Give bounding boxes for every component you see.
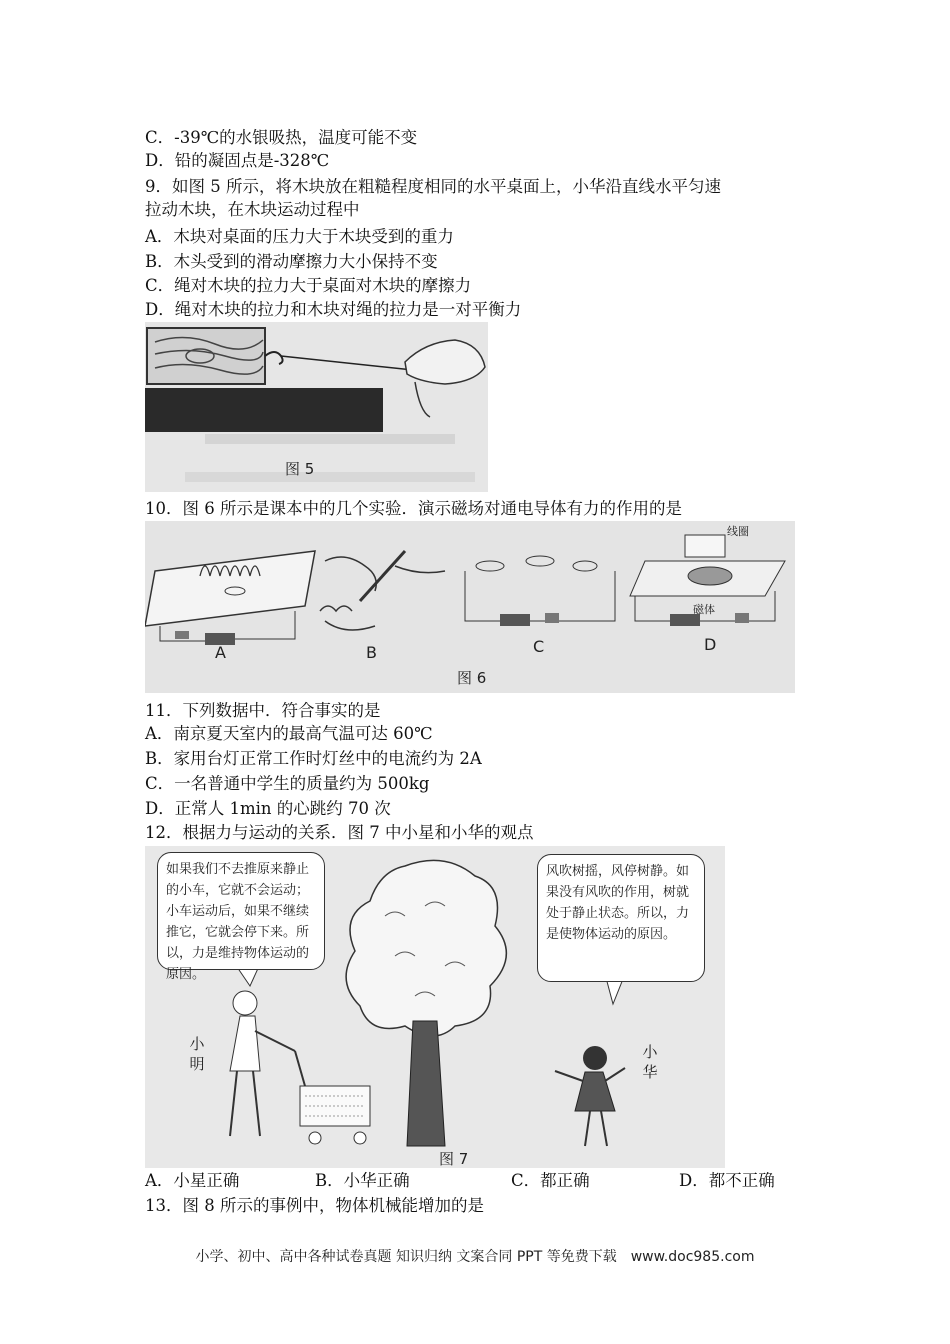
figure-6-caption: 图 6 <box>457 669 487 687</box>
wood-block-illustration <box>145 322 488 492</box>
q9-option-a: A．木块对桌面的压力大于木块受到的重力 <box>145 227 454 246</box>
q11-option-c: C．一名普通中学生的质量约为 500kg <box>145 774 430 793</box>
q12-option-b: B．小华正确 <box>315 1171 410 1190</box>
figure-5 <box>145 322 488 492</box>
name-label-right: 小华 <box>642 1043 658 1081</box>
figure-6-magnet-label: 磁体 <box>693 603 715 616</box>
q12-option-a: A．小星正确 <box>145 1171 240 1190</box>
figure-6 <box>145 521 795 693</box>
q11-stem: 11．下列数据中．符合事实的是 <box>145 701 381 720</box>
q9-stem-line2: 拉动木块，在木块运动过程中 <box>145 200 360 219</box>
q10-stem: 10．图 6 所示是课本中的几个实验．演示磁场对通电导体有力的作用的是 <box>145 499 682 518</box>
figure-5-caption: 图 5 <box>285 460 315 478</box>
q9-option-d: D．绳对木块的拉力和木块对绳的拉力是一对平衡力 <box>145 300 522 319</box>
page-footer: 小学、初中、高中各种试卷真题 知识归纳 文案合同 PPT 等免费下载 www.doc985.com <box>195 1249 755 1265</box>
q12-option-d: D．都不正确 <box>679 1171 775 1190</box>
q12-option-c: C．都正确 <box>511 1171 590 1190</box>
q9-option-b: B．木头受到的滑动摩擦力大小保持不变 <box>145 252 438 271</box>
q8-option-d: D．铅的凝固点是-328℃ <box>145 151 330 170</box>
q11-option-a: A．南京夏天室内的最高气温可达 60℃ <box>145 724 433 743</box>
figure-6-label-c: C <box>533 637 545 656</box>
figure-6-label-d: D <box>704 635 717 654</box>
q11-option-b: B．家用台灯正常工作时灯丝中的电流约为 2A <box>145 749 482 768</box>
q12-stem: 12．根据力与运动的关系．图 7 中小星和小华的观点 <box>145 823 534 842</box>
speech-bubble-right: 风吹树摇，风停树静。如果没有风吹的作用，树就处于静止状态。所以，力是使物体运动的原因。 <box>537 854 705 982</box>
figure-6-label-a: A <box>215 643 226 662</box>
speech-bubble-left: 如果我们不去推原来静止的小车，它就不会运动；小车运动后，如果不继续推它，它就会停下来。所以，力是维持物体运动的原因。 <box>157 852 325 970</box>
q13-stem: 13．图 8 所示的事例中，物体机械能增加的是 <box>145 1196 484 1215</box>
figure-7-caption: 图 7 <box>439 1150 469 1168</box>
q9-option-c: C．绳对木块的拉力大于桌面对木块的摩擦力 <box>145 276 472 295</box>
name-label-left: 小明 <box>189 1035 205 1073</box>
q11-option-d: D．正常人 1min 的心跳约 70 次 <box>145 799 391 818</box>
q8-option-c: C．-39℃的水银吸热，温度可能不变 <box>145 128 418 147</box>
figure-7 <box>145 846 725 1168</box>
q9-stem-line1: 9．如图 5 所示，将木块放在粗糙程度相同的水平桌面上，小华沿直线水平匀速 <box>145 177 721 196</box>
figure-6-label-b: B <box>366 643 377 662</box>
figure-6-coil-label: 线圈 <box>727 525 749 538</box>
